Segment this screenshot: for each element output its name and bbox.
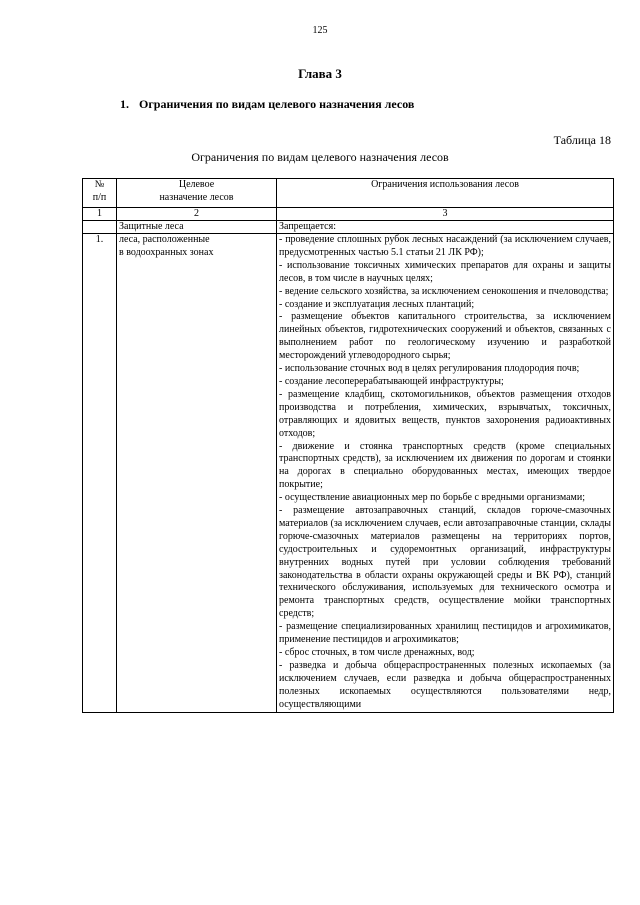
table-caption: Ограничения по видам целевого назначения лесов [191,150,449,164]
restriction-item: - использование токсичных химических препаратов для охраны и защиты лесов, в том числе в научных целях; [279,259,611,284]
restriction-item: - движение и стоянка транспортных средств (кроме специальных транспортных средств), за исключением их движения по дорогам и стоянки на дорогах в специально оборудованных местах, имеющих твердое покрытие; [279,440,611,491]
section-title: Ограничения по видам целевого назначения лесов [139,97,415,111]
restrictions-list [277,234,614,713]
chapter-title: Глава 3 [298,66,342,81]
restriction-item: - создание лесоперерабатывающей инфраструктуры; [279,375,504,387]
section-heading [120,97,414,112]
restriction-item: - разведка и добыча общераспространенных полезных ископаемых (за исключением случаев, если разведка и добыча общераспространенных полезных ископаемых осуществляются пользователями недр, осуществляющими [279,659,611,710]
restriction-item: - размещение объектов капитального строительства, за исключением линейных объектов, гидротехнических сооружений и объектов, связанных с выполнением работ по геологическому изучению и разработкой месторождений углеводородного сырья; [279,311,611,362]
restriction-item: - ведение сельского хозяйства, за исключением сенокошения и пчеловодства; [279,285,609,297]
header-restrictions: Ограничения использования лесов [277,179,614,208]
restrictions-intro: Запрещается: [277,221,614,234]
column-number: 1 [83,208,117,221]
restriction-item: - сброс сточных, в том числе дренажных, вод; [279,647,475,658]
table-label: Таблица 18 [553,133,611,147]
restriction-item: - создание и эксплуатация лесных плантаций; [279,298,475,310]
header-purpose: Целевое назначение лесов [117,179,277,208]
column-number: 3 [277,208,614,221]
restriction-item: - размещение автозаправочных станций, складов горюче-смазочных материалов (за исключением случаев, если автозаправочные станции, склады горюче-смазочных материалов размещены на территориях портов, судостроительных и судоремонтных организаций, инфраструктуры внутренних водных путей при условии соблюдения требований законодательства в области охраны окружающей среды и ВК РФ), станций технического обслуживания, используемых для технического осмотра и ремонта транспортных средств, осуществление мойки транспортных средств; [279,505,611,620]
restriction-item: - размещение специализированных хранилищ пестицидов и агрохимикатов, применение пестицидов и агрохимикатов; [279,621,611,646]
restriction-item: - размещение кладбищ, скотомогильников, объектов размещения отходов производства и потребления, химических, взрывчатых, токсичных, отравляющих и ядовитых веществ, пунктов захоронения радиоактивных отходов; [279,388,611,439]
category-num [83,221,117,234]
table-header-row [83,179,614,208]
category-purpose: Защитные леса [117,221,277,234]
restriction-item: - использование сточных вод в целях регулирования плодородия почв; [279,363,580,375]
column-number: 2 [117,208,277,221]
restrictions-table [82,178,614,713]
section-number: 1. [120,97,129,111]
header-num: № п/п [83,179,117,208]
row-purpose: леса, расположенные в водоохранных зонах [117,234,277,713]
category-row [83,221,614,234]
row-number: 1. [83,234,117,713]
restriction-item: - проведение сплошных рубок лесных насаждений (за исключением случаев, предусмотренных частью 5.1 статьи 21 ЛК РФ); [279,234,611,258]
table-row [83,234,614,713]
column-number-row [83,208,614,221]
page-number: 125 [312,25,328,36]
restriction-item: - осуществление авиационных мер по борьбе с вредными организмами; [279,492,585,504]
